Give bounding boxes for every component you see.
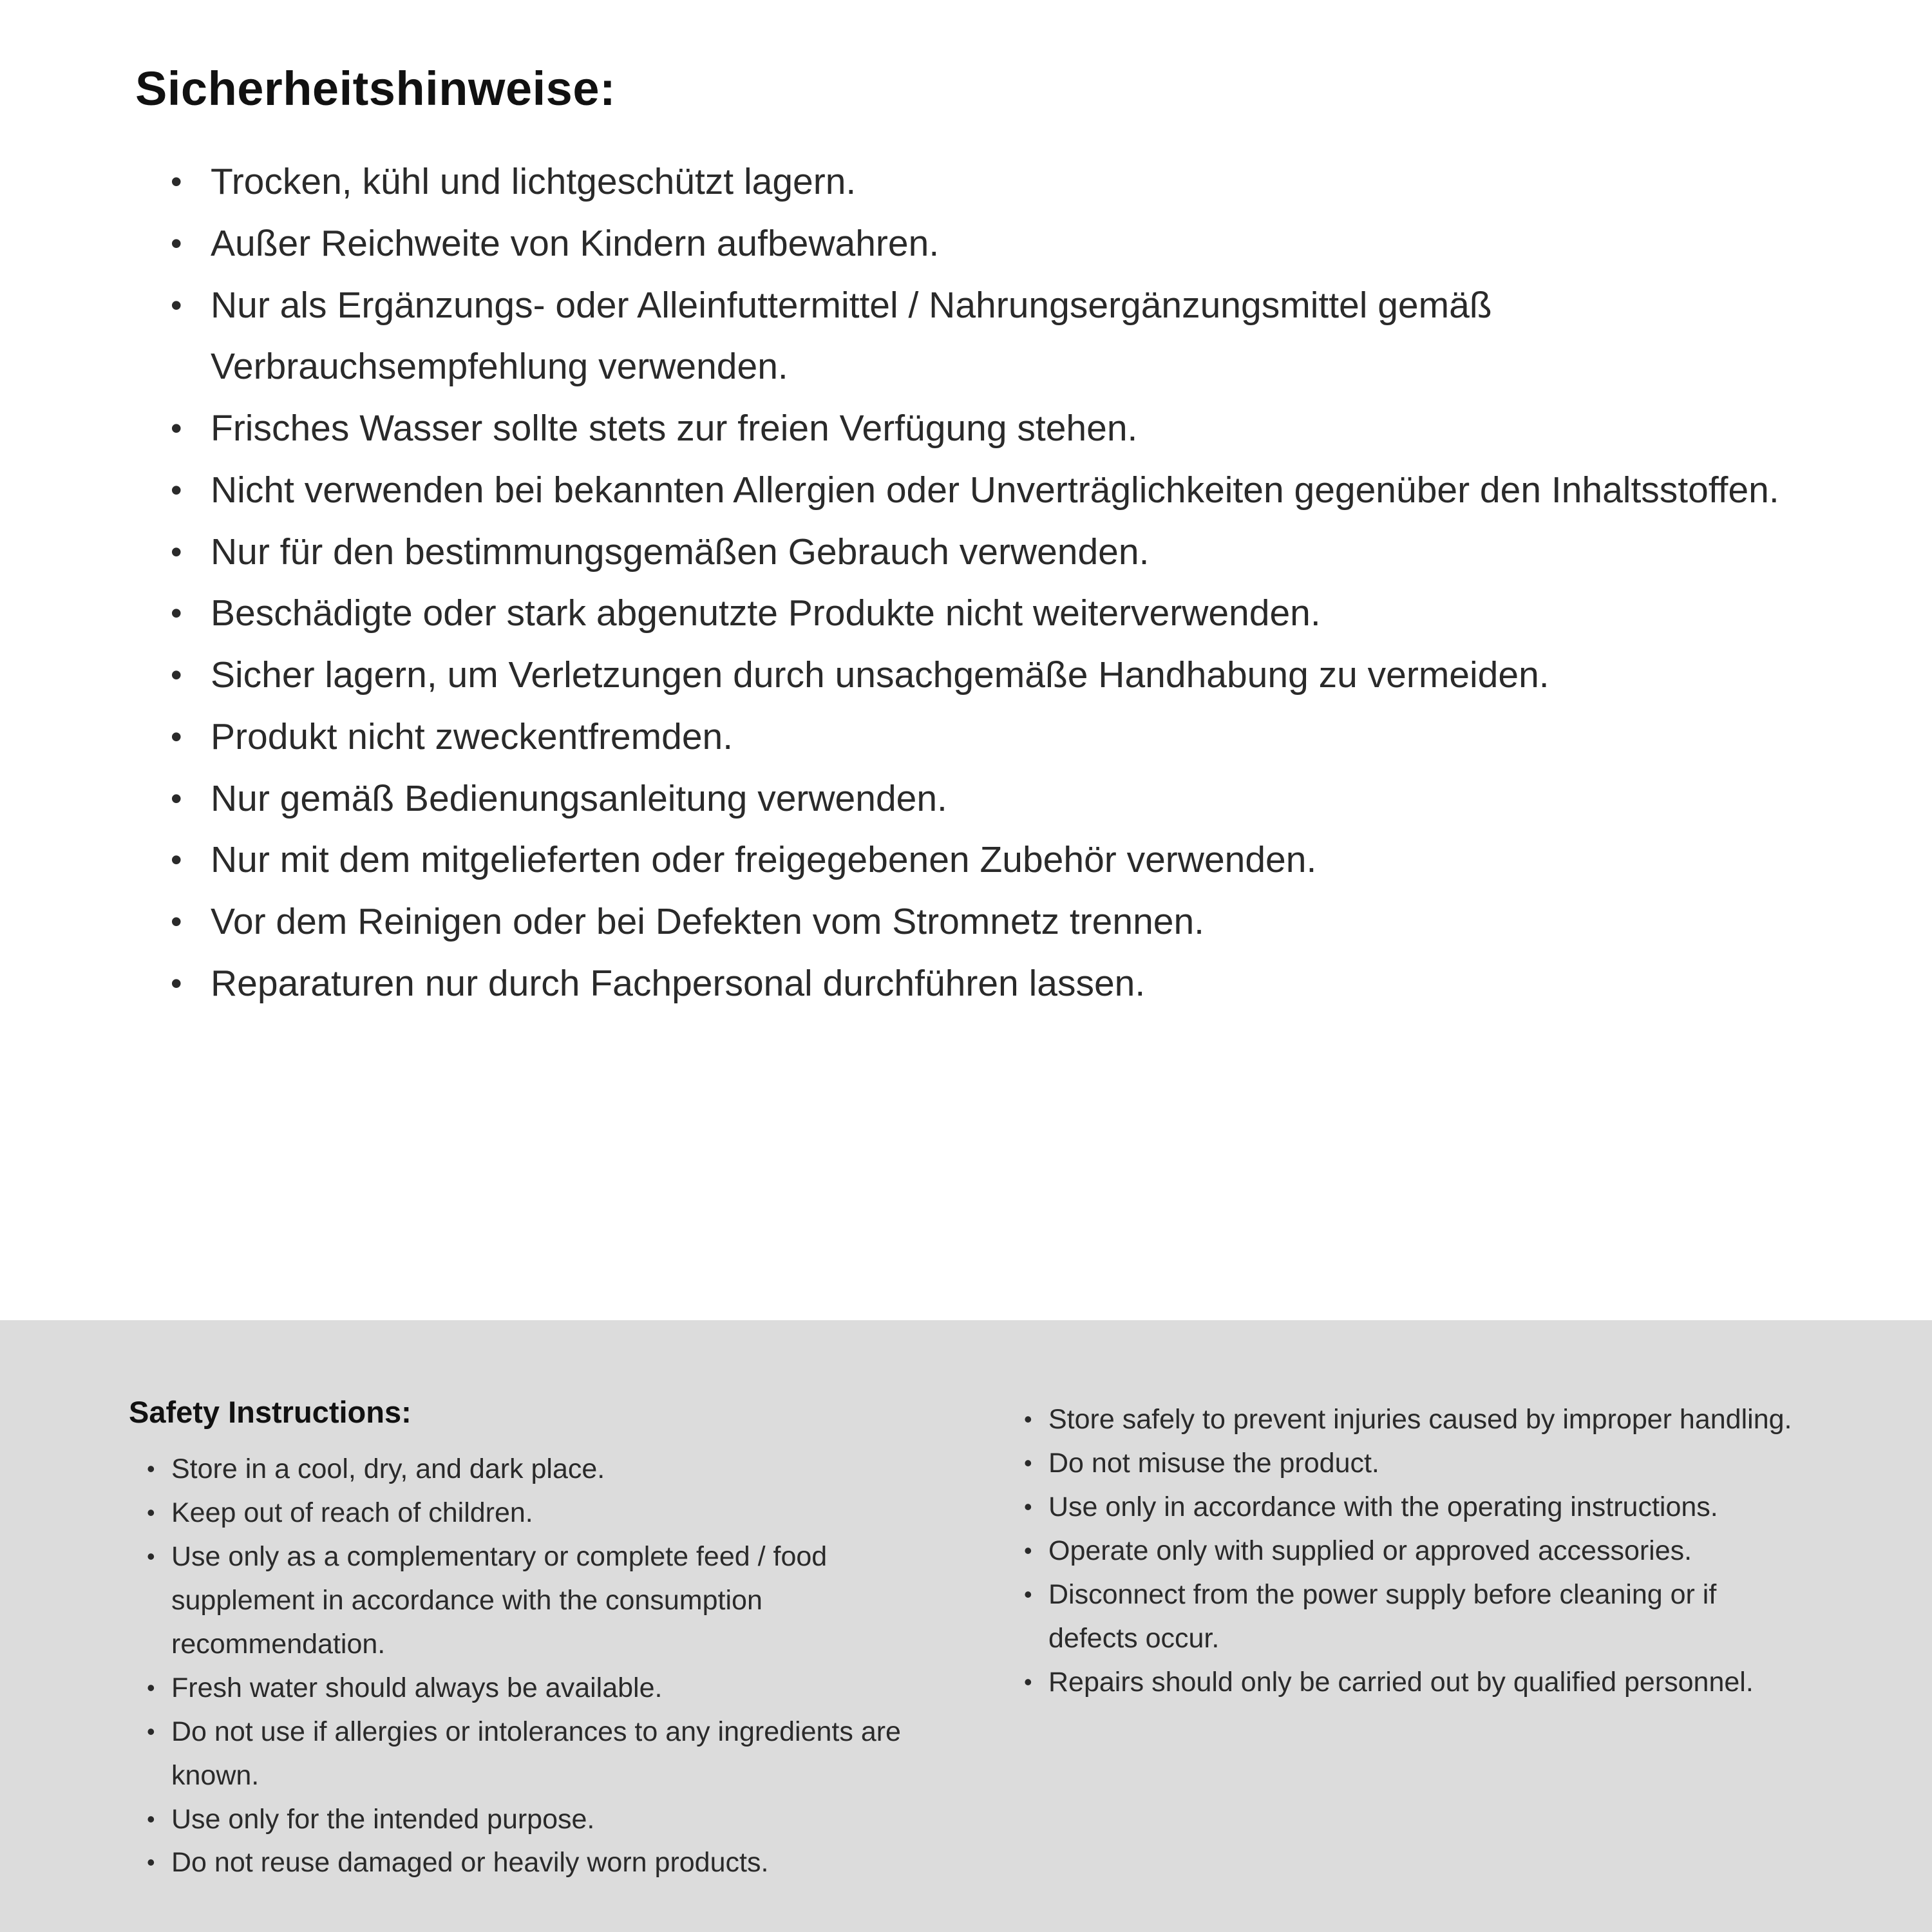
list-item: • Trocken, kühl und lichtgeschützt lagern. xyxy=(171,151,1816,213)
list-item: • Vor dem Reinigen oder bei Defekten vom Stromnetz trennen. xyxy=(171,891,1816,953)
list-item: • Reparaturen nur durch Fachpersonal durchführen lassen. xyxy=(171,953,1816,1015)
english-left-column xyxy=(129,1394,921,1885)
english-safety-section xyxy=(0,1320,1932,1932)
german-section-title: Sicherheitshinweise: xyxy=(135,62,616,115)
list-item: • Use only as a complementary or complete feed / food supplement in accordance with the consumption recommendation. xyxy=(140,1535,921,1667)
list-item: • Disconnect from the power supply before cleaning or if defects occur. xyxy=(1018,1573,1810,1661)
list-item: • Use only in accordance with the operating instructions. xyxy=(1018,1486,1810,1530)
list-item: • Nur als Ergänzungs- oder Alleinfuttermittel / Nahrungsergänzungsmittel gemäß Verbrauchsempfehlung verwenden. xyxy=(171,275,1816,399)
list-item: • Nur gemäß Bedienungsanleitung verwenden. xyxy=(171,768,1816,830)
list-item: • Produkt nicht zweckentfremden. xyxy=(171,706,1816,768)
list-item: • Store in a cool, dry, and dark place. xyxy=(140,1448,921,1492)
english-section-title: Safety Instructions: xyxy=(129,1395,412,1429)
german-bullet-list xyxy=(135,151,1816,1015)
english-right-bullet-list xyxy=(1018,1398,1810,1705)
list-item: • Nicht verwenden bei bekannten Allergien oder Unverträglichkeiten gegenüber den Inhaltsstoffen. xyxy=(171,460,1816,522)
list-item: • Operate only with supplied or approved accessories. xyxy=(1018,1530,1810,1573)
list-item: • Keep out of reach of children. xyxy=(140,1492,921,1535)
english-left-bullet-list xyxy=(129,1448,921,1885)
english-right-column xyxy=(1018,1394,1810,1705)
list-item: • Nur für den bestimmungsgemäßen Gebrauch verwenden. xyxy=(171,522,1816,583)
list-item: • Frisches Wasser sollte stets zur freien Verfügung stehen. xyxy=(171,398,1816,460)
list-item: • Do not use if allergies or intolerances to any ingredients are known. xyxy=(140,1710,921,1798)
list-item: • Nur mit dem mitgelieferten oder freigegebenen Zubehör verwenden. xyxy=(171,829,1816,891)
list-item: • Fresh water should always be available. xyxy=(140,1667,921,1710)
list-item: • Sicher lagern, um Verletzungen durch unsachgemäße Handhabung zu vermeiden. xyxy=(171,645,1816,706)
list-item: • Use only for the intended purpose. xyxy=(140,1798,921,1842)
list-item: • Beschädigte oder stark abgenutzte Produkte nicht weiterverwenden. xyxy=(171,583,1816,645)
list-item: • Außer Reichweite von Kindern aufbewahren. xyxy=(171,213,1816,275)
list-item: • Do not reuse damaged or heavily worn products. xyxy=(140,1841,921,1885)
list-item: • Store safely to prevent injuries caused by improper handling. xyxy=(1018,1398,1810,1442)
list-item: • Do not misuse the product. xyxy=(1018,1442,1810,1486)
list-item: • Repairs should only be carried out by qualified personnel. xyxy=(1018,1661,1810,1705)
